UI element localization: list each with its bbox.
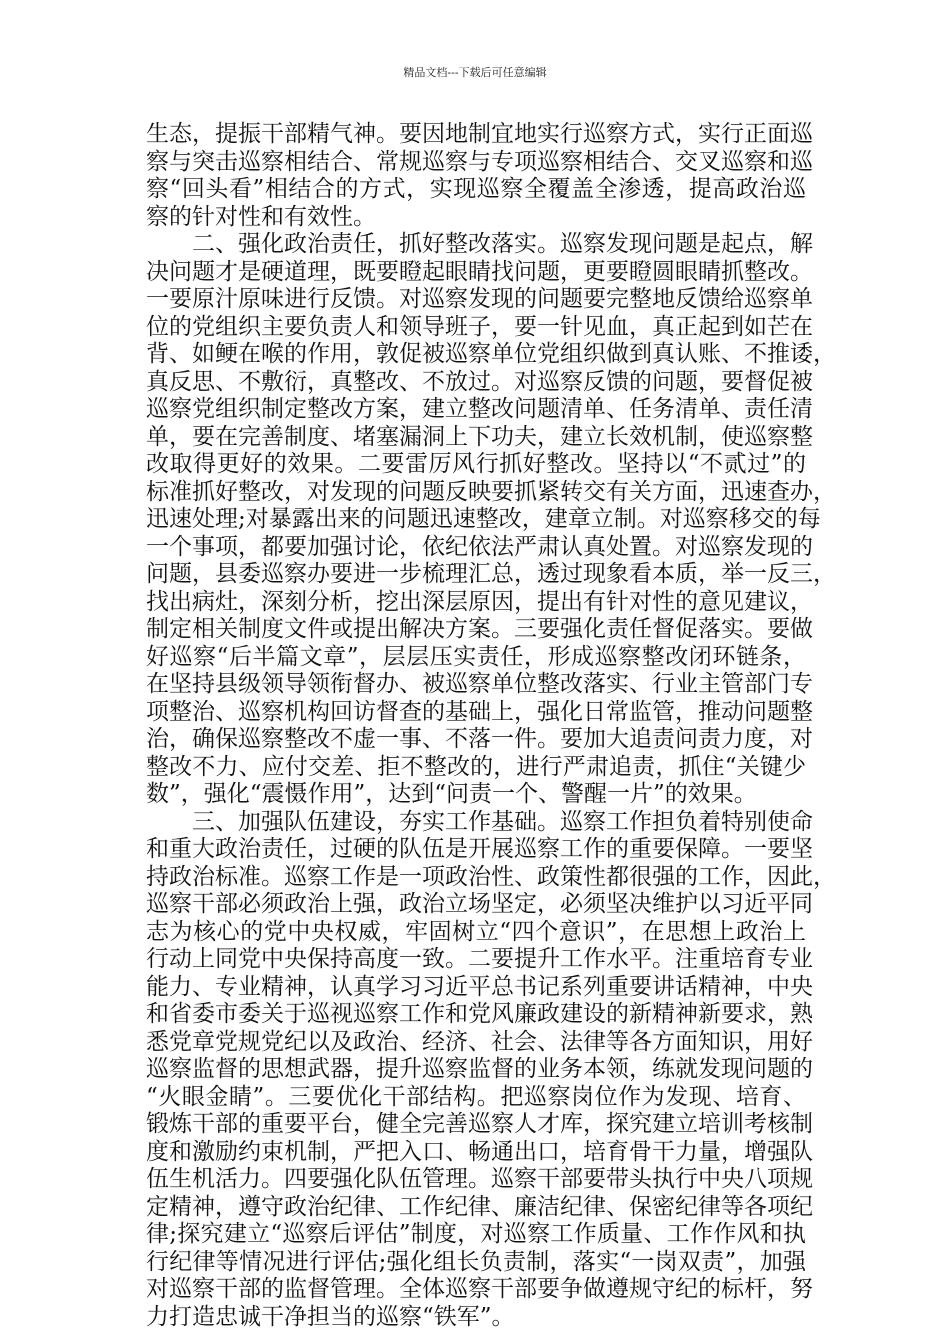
text-line: 单，要在完善制度、堵塞漏洞上下功夫，建立长效机制，使巡察整 (146, 423, 813, 450)
page-header: 精品文档---下载后可任意编辑 (403, 66, 547, 79)
text-line: 找出病灶，深刻分析，挖出深层原因，提出有针对性的意见建议， (146, 588, 813, 615)
text-line: 巡察干部必须政治上强，政治立场坚定，必须坚决维护以习近平同 (146, 891, 813, 917)
text-line: 项整治、巡察机构回访督查的基础上，强化日常监管，推动问题整 (146, 698, 813, 725)
text-line: 标准抓好整改，对发现的问题反映要抓紧转交有关方面，迅速查办， (146, 478, 836, 505)
text-line: 志为核心的党中央权威，牢固树立“四个意识”，在思想上政治上 (146, 918, 806, 945)
text-line: “火眼金睛”。三要优化干部结构。把巡察岗位作为发现、培育、 (146, 1083, 806, 1110)
text-line: 位的党组织主要负责人和领导班子，要一针见血，真正起到如芒在 (146, 313, 813, 340)
text-line: 行纪律等情况进行评估;强化组长负责制，落实“一岗双责”，加强 (146, 1248, 806, 1275)
text-line: 察与突击巡察相结合、常规巡察与专项巡察相结合、交叉巡察和巡 (146, 148, 813, 175)
text-line: 持政治标准。巡察工作是一项政治性、政策性都很强的工作，因此， (146, 863, 836, 890)
text-line: 真反思、不敷衍，真整改、不放过。对巡察反馈的问题，要督促被 (146, 368, 813, 395)
document-body (146, 121, 836, 1331)
text-line: 行动上同党中央保持高度一致。二要提升工作水平。注重培育专业 (146, 946, 813, 972)
text-line: 察“回头看”相结合的方式，实现巡察全覆盖全渗透，提高政治巡 (146, 176, 806, 202)
text-line: 和省委市委关于巡视巡察工作和党风廉政建设的新精神新要求，熟 (146, 1001, 813, 1027)
text-line: 治，确保巡察整改不虚一事、不落一件。要加大追责问责力度，对 (146, 726, 813, 752)
text-line: 整改不力、应付交差、拒不整改的，进行严肃追责，抓住“关键少 (146, 753, 806, 780)
text-line: 和重大政治责任，过硬的队伍是开展巡察工作的重要保障。一要坚 (146, 836, 813, 862)
text-line: 律;探究建立“巡察后评估”制度，对巡察工作质量、工作作风和执 (146, 1221, 806, 1247)
text-line: 悉党章党规党纪以及政治、经济、社会、法律等各方面知识，用好 (146, 1028, 813, 1055)
text-line: 制定相关制度文件或提出解决方案。三要强化责任督促落实。要做 (146, 616, 813, 642)
text-line: 伍生机活力。四要强化队伍管理。巡察干部要带头执行中央八项规 (146, 1166, 813, 1192)
text-line: 二、强化政治责任，抓好整改落实。巡察发现问题是起点，解 (192, 231, 813, 257)
text-line: 生态，提振干部精气神。要因地制宜地实行巡察方式，实行正面巡 (146, 121, 813, 147)
text-line: 改取得更好的效果。二要雷厉风行抓好整改。坚持以“不贰过”的 (146, 451, 806, 477)
text-line: 一要原汁原味进行反馈。对巡察发现的问题要完整地反馈给巡察单 (146, 286, 813, 312)
text-line: 在坚持县级领导领衔督办、被巡察单位整改落实、行业主管部门专 (146, 671, 813, 697)
text-line: 能力、专业精神，认真学习习近平总书记系列重要讲话精神，中央 (146, 973, 813, 1000)
text-line: 锻炼干部的重要平台，健全完善巡察人才库，探究建立培训考核制 (146, 1111, 813, 1137)
text-line: 度和激励约束机制，严把入口、畅通出口，培育骨干力量，增强队 (146, 1138, 813, 1165)
text-line: 三、加强队伍建设，夯实工作基础。巡察工作担负着特别使命 (192, 808, 813, 835)
text-line: 一个事项，都要加强讨论，依纪依法严肃认真处置。对巡察发现的 (146, 533, 813, 560)
text-line: 巡察监督的思想武器，提升巡察监督的业务本领，练就发现问题的 (146, 1056, 813, 1082)
text-line: 定精神，遵守政治纪律、工作纪律、廉洁纪律、保密纪律等各项纪 (146, 1193, 813, 1220)
text-line: 问题，县委巡察办要进一步梳理汇总，透过现象看本质，举一反三， (146, 561, 836, 587)
text-line: 好巡察“后半篇文章”，层层压实责任，形成巡察整改闭环链条， (146, 643, 806, 670)
text-line: 迅速处理;对暴露出来的问题迅速整改，建章立制。对巡察移交的每 (146, 506, 821, 532)
text-line: 察的针对性和有效性。 (146, 203, 376, 230)
text-line: 对巡察干部的监督管理。全体巡察干部要争做遵规守纪的标杆，努 (146, 1276, 813, 1302)
text-line: 巡察党组织制定整改方案，建立整改问题清单、任务清单、责任清 (146, 396, 813, 422)
text-line: 数”，强化“震慑作用”，达到“问责一个、警醒一片”的效果。 (146, 781, 757, 807)
text-line: 背、如鲠在喉的作用，敦促被巡察单位党组织做到真认账、不推诿， (146, 341, 836, 367)
text-line: 决问题才是硬道理，既要瞪起眼睛找问题，更要瞪圆眼睛抓整改。 (146, 258, 813, 285)
text-line: 力打造忠诚干净担当的巡察“铁军”。 (146, 1303, 515, 1330)
